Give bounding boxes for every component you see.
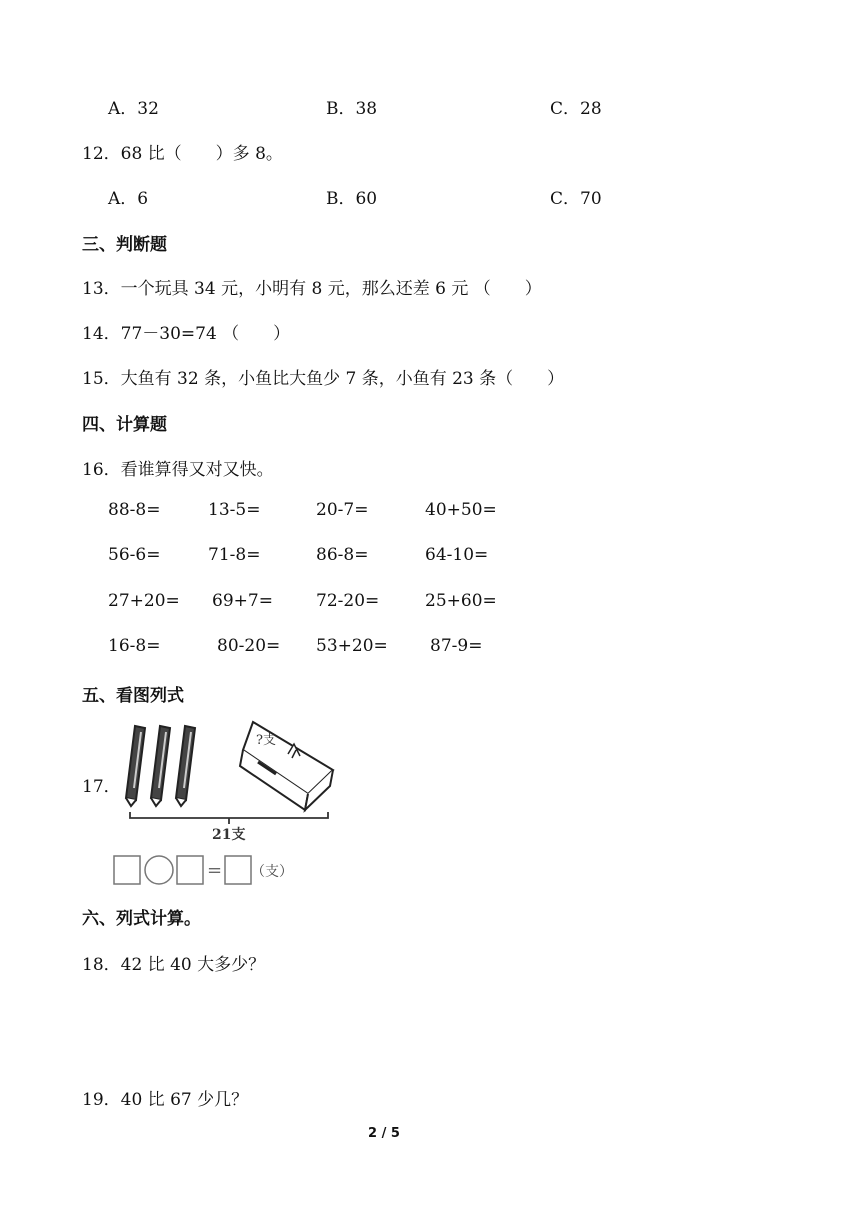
calc-item: 25+60= <box>425 591 497 611</box>
section-3-heading: 三、判断题 <box>82 235 167 255</box>
q17-figure <box>108 714 348 892</box>
q18-text: 18．42 比 40 大多少？ <box>82 955 266 975</box>
pen-icon <box>151 726 170 806</box>
calc-item: 16-8= <box>108 636 161 656</box>
q14-text: 14．77－30=74 （ ） <box>82 324 291 344</box>
q12-option-b: B．60 <box>326 189 378 209</box>
answer-box <box>114 856 140 884</box>
q12-option-c: C．70 <box>550 189 602 209</box>
calc-item: 53+20= <box>316 636 388 656</box>
pencil-case-icon <box>240 722 333 810</box>
q12-stem: 12．68 比（ ）多 8。 <box>82 144 283 164</box>
brace-line <box>130 812 328 824</box>
q15-text: 15．大鱼有 32 条，小鱼比大鱼少 7 条，小鱼有 23 条（ ） <box>82 369 565 389</box>
q17-number: 17． <box>82 777 121 797</box>
calc-item: 69+7= <box>212 591 273 611</box>
unit-label: （支） <box>251 864 293 880</box>
answer-box <box>177 856 203 884</box>
calc-item: 27+20= <box>108 591 180 611</box>
q11-option-c: C．28 <box>550 99 602 119</box>
answer-box <box>225 856 251 884</box>
calc-item: 80-20= <box>217 636 281 656</box>
section-5-heading: 五、看图列式 <box>82 686 184 706</box>
calc-item: 13-5= <box>208 500 261 520</box>
calc-item: 87-9= <box>430 636 483 656</box>
page-number: 2 / 5 <box>368 1126 400 1141</box>
q12-option-a: A．6 <box>108 189 149 209</box>
calc-item: 71-8= <box>208 545 261 565</box>
calc-item: 72-20= <box>316 591 380 611</box>
q13-text: 13．一个玩具 34 元，小明有 8 元，那么还差 6 元 （ ） <box>82 279 542 299</box>
svg-text:?支: ?支 <box>256 733 276 748</box>
section-6-heading: 六、列式计算。 <box>82 909 201 929</box>
pen-icon <box>176 726 195 806</box>
calc-item: 20-7= <box>316 500 369 520</box>
q11-option-a: A．32 <box>108 99 159 119</box>
calc-item: 88-8= <box>108 500 161 520</box>
q16-stem: 16．看谁算得又对又快。 <box>82 460 274 480</box>
pen-icon <box>126 726 145 806</box>
section-4-heading: 四、计算题 <box>82 415 167 435</box>
brace-label: 21支 <box>212 827 246 843</box>
q19-text: 19．40 比 67 少几？ <box>82 1090 249 1110</box>
q11-option-b: B．38 <box>326 99 378 119</box>
calc-item: 40+50= <box>425 500 497 520</box>
calc-item: 86-8= <box>316 545 369 565</box>
calc-item: 64-10= <box>425 545 489 565</box>
operator-circle <box>145 856 173 884</box>
equals-sign: = <box>207 860 223 881</box>
calc-item: 56-6= <box>108 545 161 565</box>
